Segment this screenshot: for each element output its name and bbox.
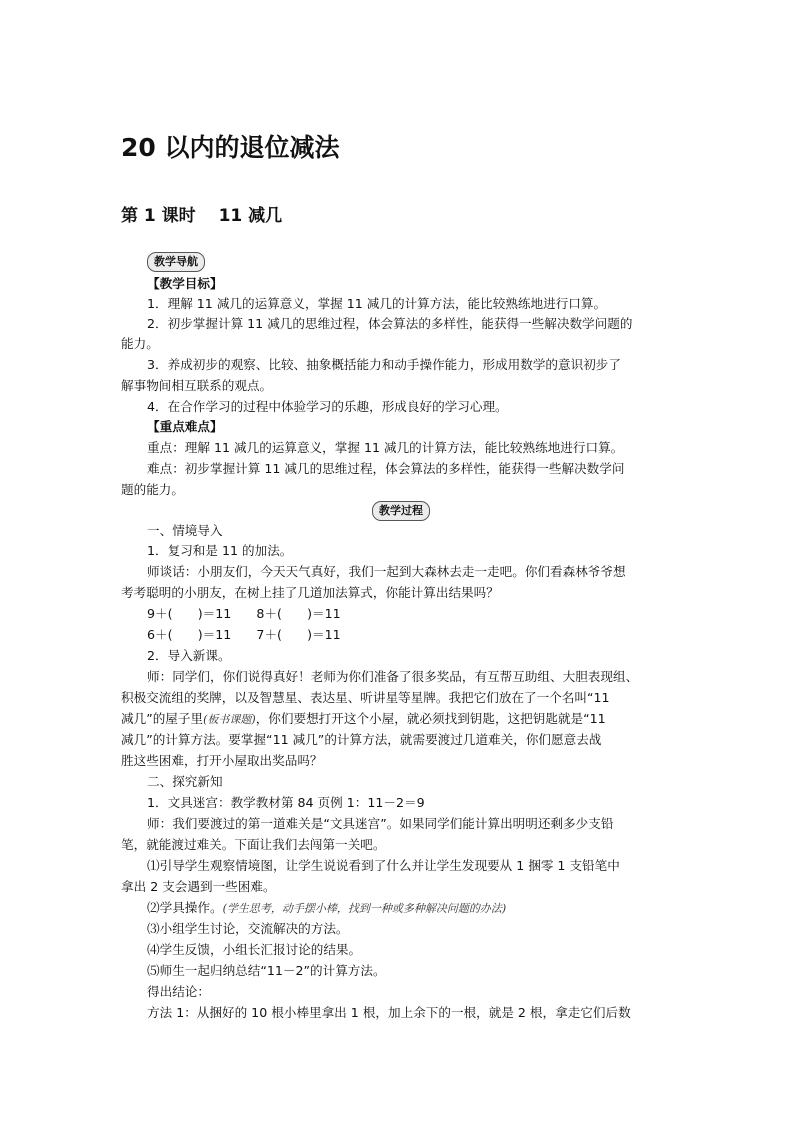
teaching-process-badge: 教学过程 <box>372 501 430 521</box>
section-1-talk-line-2: 考考聪明的小朋友，在树上挂了几道加法算式，你能计算出结果吗？ <box>121 585 499 600</box>
blackboard-note: (板书课题) <box>203 713 256 726</box>
method-1: 方法 1：从捆好的 10 根小棒里拿出 1 根，加上余下的一根，就是 2 根，拿走它们后数 <box>147 1005 631 1020</box>
section-2-teacher-line-1: 师：我们要渡过的第一道难关是“文具迷宫”。如果同学们能计算出明明还剩多少支铅 <box>147 816 614 831</box>
objectives-header: 【教学目标】 <box>147 276 223 291</box>
text-segment: 减几”的屋子里 <box>121 711 204 726</box>
activity-note: (学生思考，动手摆小棒，找到一种或多种解决问题的办法) <box>222 902 507 915</box>
step-2 <box>147 900 506 917</box>
text-segment: ，你们要想打开这个小屋，就必须找到钥匙，这把钥匙就是“11 <box>255 711 606 726</box>
equation-row-1: 9＋( )＝11 8＋( )＝11 <box>147 606 341 621</box>
step-3: ⑶小组学生讨论，交流解决的方法。 <box>147 921 349 936</box>
keypoints-header: 【重点难点】 <box>147 419 223 434</box>
conclusion-label: 得出结论： <box>147 984 210 999</box>
section-1-talk-line-1: 师谈话：小朋友们，今天天气真好，我们一起到大森林去走一走吧。你们看森林爷爷想 <box>147 564 626 579</box>
objective-4: 4．在合作学习的过程中体验学习的乐趣，形成良好的学习心理。 <box>147 399 508 414</box>
section-1-teacher-line-4: 减几”的计算方法。要掌握“11 减几”的计算方法，就需要渡过几道难关，你们愿意去战 <box>121 732 602 747</box>
step-4: ⑷学生反馈，小组长汇报讨论的结果。 <box>147 942 362 957</box>
keypoint-2-line-2: 题的能力。 <box>121 482 184 497</box>
section-1-item-2: 2．导入新课。 <box>147 648 231 663</box>
document-title: 20 以内的退位减法 <box>121 133 340 162</box>
step-1-line-1: ⑴引导学生观察情境图，让学生说说看到了什么并让学生发现要从 1 捆零 1 支铅笔中 <box>147 858 620 873</box>
objective-2-line-2: 能力。 <box>121 336 159 351</box>
section-1-teacher-line-1: 师：同学们，你们说得真好！老师为你们准备了很多奖品，有互帮互助组、大胆表现组、 <box>147 669 639 684</box>
step-1-line-2: 拿出 2 支会遇到一些困难。 <box>121 879 276 894</box>
teaching-guide-badge: 教学导航 <box>147 252 205 272</box>
objective-2-line-1: 2．初步掌握计算 11 减几的思维过程，体会算法的多样性，能获得一些解决数学问题的 <box>147 316 633 331</box>
section-2-item-1: 1．文具迷宫：教学教材第 84 页例 1：11－2＝9 <box>147 795 425 810</box>
objective-3-line-2: 解事物间相互联系的观点。 <box>121 378 273 393</box>
lesson-heading: 第 1 课时 11 减几 <box>121 206 283 226</box>
section-1-teacher-line-3 <box>121 711 606 728</box>
section-1-heading: 一、情境导入 <box>147 523 223 538</box>
section-2-teacher-line-2: 笔，就能渡过难关。下面让我们去闯第一关吧。 <box>121 837 386 852</box>
section-1-item-1: 1．复习和是 11 的加法。 <box>147 543 293 558</box>
section-2-heading: 二、探究新知 <box>147 774 223 789</box>
section-1-teacher-line-2: 积极交流组的奖牌，以及智慧星、表达星、听讲星等星牌。我把它们放在了一个名叫“11 <box>121 690 610 705</box>
keypoint-1: 重点：理解 11 减几的运算意义，掌握 11 减几的计算方法，能比较熟练地进行口算。 <box>147 440 624 455</box>
section-1-teacher-line-5: 胜这些困难，打开小屋取出奖品吗？ <box>121 753 323 768</box>
objective-1: 1．理解 11 减几的运算意义，掌握 11 减几的计算方法，能比较熟练地进行口算。 <box>147 296 607 311</box>
text-segment: ⑵学具操作。 <box>147 900 223 915</box>
keypoint-2-line-1: 难点：初步掌握计算 11 减几的思维过程，体会算法的多样性，能获得一些解决数学问 <box>147 461 625 476</box>
equation-row-2: 6＋( )＝11 7＋( )＝11 <box>147 627 341 642</box>
objective-3-line-1: 3．养成初步的观察、比较、抽象概括能力和动手操作能力，形成用数学的意识初步了 <box>147 357 621 372</box>
step-5: ⑸师生一起归纳总结“11－2”的计算方法。 <box>147 963 386 978</box>
